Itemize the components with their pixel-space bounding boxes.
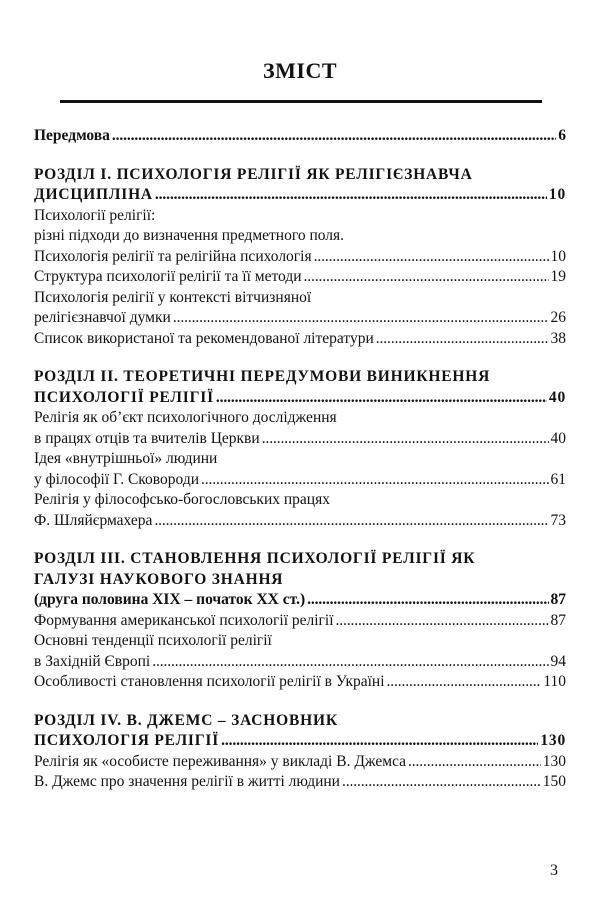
section-heading-line: РОЗДІЛ ІІ. ТЕОРЕТИЧНІ ПЕРЕДУМОВИ ВИНИКНЕННЯ xyxy=(34,368,491,385)
toc-entry[interactable] xyxy=(34,652,566,673)
toc-entry[interactable] xyxy=(34,267,566,288)
dot-leader xyxy=(112,126,556,147)
page-number: 3 xyxy=(550,862,558,879)
toc-page-number: 40 xyxy=(550,429,566,447)
toc-entry-line: Ідея «внутрішньої» людини xyxy=(34,450,218,467)
section-heading-line: РОЗДІЛ IV. В. ДЖЕМС – ЗАСНОВНИК xyxy=(34,711,338,729)
toc-entry-text: Передмова xyxy=(34,127,110,144)
dot-leader xyxy=(173,308,549,329)
toc-entry-line: Психології релігії: xyxy=(34,206,156,224)
toc-entry[interactable] xyxy=(34,672,566,693)
toc-entry[interactable] xyxy=(34,611,566,632)
section-heading-line: РОЗДІЛ ІІІ. СТАНОВЛЕННЯ ПСИХОЛОГІЇ РЕЛІГІЇ ЯК xyxy=(34,550,476,567)
toc-entry-line: Психологія релігії у контексті вітчизняної xyxy=(34,288,312,306)
toc-entry-line: Релігія як об’єкт психологічного дослідження xyxy=(34,409,337,426)
toc-page-number: 87 xyxy=(550,591,566,608)
toc-entry[interactable] xyxy=(34,470,566,491)
section-heading[interactable] xyxy=(34,185,566,206)
dot-leader xyxy=(216,388,547,409)
section-heading-line: ГАЛУЗІ НАУКОВОГО ЗНАННЯ xyxy=(34,570,284,588)
toc-page-number: 87 xyxy=(550,611,566,629)
dot-leader xyxy=(154,511,548,532)
toc-entry[interactable] xyxy=(34,772,566,793)
toc-entry-text: у філософії Г. Сковороди xyxy=(34,470,199,488)
toc-entry[interactable] xyxy=(34,329,566,350)
toc-page-number: 6 xyxy=(558,127,566,144)
toc-entry-text: релігієзнавчої думки xyxy=(34,309,171,326)
toc-entry[interactable] xyxy=(34,752,566,773)
dot-leader xyxy=(314,247,549,268)
toc-page-number: 110 xyxy=(543,673,566,690)
toc-page-number: 19 xyxy=(550,268,566,285)
dot-leader xyxy=(376,329,549,350)
toc-section-4 xyxy=(34,711,566,793)
dot-leader xyxy=(221,731,538,752)
toc-page-number: 94 xyxy=(550,652,566,670)
toc-section-1 xyxy=(34,165,566,350)
toc-entry-text: Формування американської психології релігії xyxy=(34,611,334,629)
toc-entry-text: в Західній Європі xyxy=(34,652,151,670)
section-heading-text: (друга половина ХІХ – початок ХХ ст.) xyxy=(34,591,306,608)
toc-entry[interactable] xyxy=(34,308,566,329)
toc-entry-text: Особливості становлення психології релігії в Україні xyxy=(34,673,385,690)
dot-leader xyxy=(342,772,541,793)
toc-entry-line: Релігія у філософсько-богословських працях xyxy=(34,491,330,508)
toc-entry-line: різні підходи до визначення предметного поля. xyxy=(34,227,345,244)
section-heading[interactable] xyxy=(34,731,566,752)
section-heading[interactable] xyxy=(34,388,566,409)
toc-page-number: 61 xyxy=(550,470,566,488)
toc-page-number: 73 xyxy=(550,511,566,529)
dot-leader xyxy=(304,267,549,288)
table-of-contents xyxy=(34,126,566,811)
section-heading-text: ПСИХОЛОГІЯ РЕЛІГІЇ xyxy=(34,732,220,749)
dot-leader xyxy=(307,590,548,611)
toc-entry-text: Список використаної та рекомендованої літератури xyxy=(34,329,374,347)
toc-title: ЗМІСТ xyxy=(263,58,337,83)
section-heading-text: ПСИХОЛОГІЇ РЕЛІГІЇ xyxy=(34,388,214,406)
dot-leader xyxy=(152,652,548,673)
toc-section-3 xyxy=(34,549,566,693)
toc-page-number: 150 xyxy=(542,773,566,790)
toc-entry-text: Релігія як «особисте переживання» у викладі В. Джемса xyxy=(34,752,407,770)
toc-page-number: 26 xyxy=(550,309,566,326)
toc-entry-text: В. Джемс про значення релігії в житті людини xyxy=(34,773,340,790)
dot-leader xyxy=(336,611,549,632)
toc-page-number: 130 xyxy=(540,732,566,749)
toc-page-number: 10 xyxy=(550,247,566,265)
dot-leader xyxy=(262,429,549,450)
toc-page-number: 40 xyxy=(548,388,566,406)
dot-leader xyxy=(387,672,542,693)
toc-preface xyxy=(34,126,566,147)
section-heading[interactable] xyxy=(34,590,566,611)
dot-leader xyxy=(201,470,549,491)
section-heading-text: ДИСЦИПЛІНА xyxy=(34,186,153,203)
toc-page-number: 10 xyxy=(548,186,566,203)
toc-entry[interactable] xyxy=(34,511,566,532)
toc-entry-text: Психологія релігії та релігійна психологія xyxy=(34,247,312,265)
toc-entry[interactable] xyxy=(34,429,566,450)
toc-page-number: 130 xyxy=(542,752,566,770)
dot-leader xyxy=(408,752,541,773)
toc-entry[interactable] xyxy=(34,247,566,268)
toc-entry-text: Ф. Шляйєрмахера xyxy=(34,511,153,529)
toc-page-number: 38 xyxy=(550,329,566,347)
toc-section-2 xyxy=(34,367,566,531)
dot-leader xyxy=(155,185,547,206)
title-rule xyxy=(60,100,542,103)
toc-entry[interactable] xyxy=(34,126,566,147)
toc-entry-text: Структура психології релігії та її методи xyxy=(34,268,302,285)
toc-entry-text: в працях отців та вчителів Церкви xyxy=(34,429,260,447)
section-heading-line: РОЗДІЛ І. ПСИХОЛОГІЯ РЕЛІГІЇ ЯК РЕЛІГІЄЗНАВЧА xyxy=(34,165,473,183)
toc-entry-line: Основні тенденції психології релігії xyxy=(34,632,272,649)
